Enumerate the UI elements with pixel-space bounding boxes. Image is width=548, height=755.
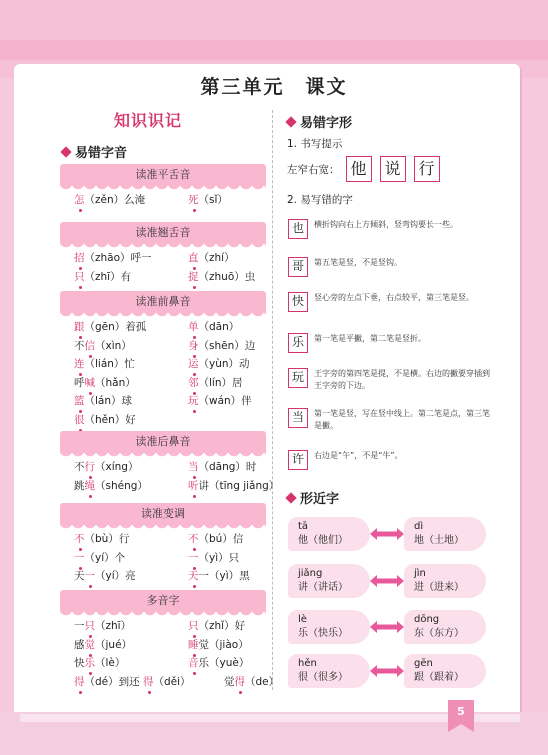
pinyin: jìn [414, 568, 426, 579]
pinyin-cell: 讲（tīng jiǎng） [198, 479, 280, 492]
pinyin-cell: 快 [74, 657, 85, 669]
easy-wrong-item [288, 219, 494, 239]
diamond-icon [285, 116, 296, 127]
pinyin-row [188, 655, 249, 670]
group-band: 读准翘舌音 [60, 222, 266, 244]
pinyin-cell: 篮 [74, 395, 85, 407]
pinyin-row [188, 375, 243, 390]
easy-wrong-char: 乐 [288, 333, 308, 353]
easy-wrong-item [288, 408, 494, 432]
group-band: 读准前鼻音 [60, 291, 266, 313]
pinyin-cell: （zhí） [198, 252, 235, 264]
writing-tip-title: 1. 书写提示 [287, 138, 343, 150]
left-section-title: 知识识记 [114, 108, 182, 131]
pinyin-cell: 行 [84, 461, 95, 473]
pinyin-row [74, 192, 145, 207]
pinyin-row [74, 531, 129, 546]
pinyin-cell: （bù）行 [84, 533, 130, 545]
pinyin-cell: 天 [74, 570, 85, 582]
pinyin-cell: 呼 [74, 376, 85, 389]
pinyin-cell: 怎 [74, 194, 85, 206]
pinyin-cell: （yí）亮 [95, 570, 136, 582]
pinyin-cell: （jué） [95, 638, 133, 651]
pinyin-cell: 一 [74, 620, 85, 632]
pinyin-row [188, 250, 235, 265]
easy-wrong-title: 2. 易写错的字 [287, 194, 353, 206]
right-heading-1 [287, 112, 352, 131]
pinyin-row [188, 269, 255, 284]
pinyin-row [188, 393, 252, 408]
pinyin-row [74, 319, 146, 334]
pinyin-row [188, 478, 279, 493]
pinyin-cell: 孤 [135, 321, 147, 333]
pinyin-cell: 一（yì）黑 [198, 570, 250, 582]
pinyin-cell: （hěn）好 [84, 413, 136, 426]
double-arrow-icon [370, 575, 404, 587]
pinyin-cell: （dān） [198, 321, 240, 333]
pinyin-cell: （dāng）时 [198, 461, 257, 473]
pinyin-cell: （lán）球 [84, 395, 133, 407]
pinyin-cell: 连 [74, 358, 85, 370]
pinyin-cell: 只 [188, 620, 199, 632]
similar-pill [288, 610, 370, 644]
top-band [0, 40, 548, 60]
tip-char: 行 [414, 156, 440, 182]
pinyin-heading-text: 易错字音 [75, 146, 128, 161]
easy-wrong-char: 玩 [288, 368, 308, 388]
word: 他（他们） [298, 535, 348, 546]
pinyin-cell: 运 [188, 358, 199, 370]
pinyin: hěn [298, 658, 317, 669]
pinyin-cell: （shéng） [95, 479, 148, 492]
tip-char: 他 [346, 156, 372, 182]
easy-wrong-text: 第一笔是竖，写在竖中线上。第二笔是点，第三笔是撇。 [314, 409, 490, 430]
similar-pill [288, 517, 370, 551]
pinyin-cell: 不 [188, 533, 199, 545]
pinyin-row [188, 319, 239, 334]
pinyin-cell: 睡 [188, 638, 199, 651]
group-band: 读准后鼻音 [60, 431, 266, 453]
pinyin-cell: 当 [188, 461, 199, 473]
easy-wrong-item [288, 450, 494, 470]
pinyin-cell: （zhuō）虫 [198, 270, 256, 283]
writing-tip [287, 156, 448, 182]
group-band: 多音字 [60, 590, 266, 612]
page-title: 第三单元 课文 [200, 76, 348, 98]
pinyin-cell: 一 [74, 551, 85, 564]
pinyin-cell: （zhī） [95, 620, 132, 632]
pinyin-cell: （zhī）有 [84, 270, 132, 283]
pinyin-cell: （yùn）动 [198, 358, 250, 370]
easy-wrong-char: 也 [288, 219, 308, 239]
pinyin-row [74, 269, 131, 284]
similar-pill [404, 654, 486, 688]
pinyin-cell: （zhāo）呼 [84, 252, 142, 264]
pinyin-cell: （wán）伴 [198, 395, 252, 407]
pinyin-cell: （yí）个 [84, 551, 126, 564]
pinyin-row [74, 412, 136, 427]
pinyin-row [74, 356, 135, 371]
easy-wrong-text: 竖心旁的左点下垂，右点较平，第三笔是竖。 [314, 293, 474, 302]
pinyin-cell: 跳 [74, 479, 85, 492]
pinyin-row [74, 637, 132, 652]
easy-wrong-item [288, 257, 494, 277]
pinyin: dōng [414, 614, 440, 625]
similar-pill [288, 654, 370, 688]
word: 讲（讲话） [298, 582, 348, 593]
pinyin-cell: 只 [84, 620, 95, 632]
pinyin: dì [414, 521, 424, 532]
pinyin-row [188, 531, 243, 546]
pinyin-cell: 只 [74, 270, 85, 283]
similar-pill [288, 564, 370, 598]
pinyin-row [74, 618, 131, 633]
pinyin: tā [298, 521, 309, 532]
writing-tip-label: 左窄右宽： [287, 163, 340, 176]
pinyin-row [188, 459, 256, 474]
easy-wrong-text: 第一笔是平撇，第二笔是竖折。 [314, 334, 426, 343]
pinyin-row [74, 459, 138, 474]
group-band: 读准变调 [60, 503, 266, 525]
easy-wrong-char: 当 [288, 408, 308, 428]
word: 很（很多） [298, 672, 348, 683]
pinyin-cell: 天 [188, 570, 199, 582]
pinyin-row [74, 674, 191, 689]
pinyin-cell: 跟 [74, 321, 85, 333]
pinyin-row [188, 637, 249, 652]
pinyin-row [74, 550, 125, 565]
pinyin-cell: 一 [84, 570, 95, 582]
pinyin-cell: 喊 [84, 376, 95, 389]
pinyin-row [188, 356, 250, 371]
easy-wrong-char: 许 [288, 450, 308, 470]
pinyin-cell: 一 [188, 551, 199, 564]
easy-wrong-char: 哥 [288, 257, 308, 277]
easy-wrong-text: 右边是“午”，不是“牛”。 [314, 451, 403, 460]
pinyin-cell: 一 [141, 252, 152, 264]
easy-wrong-char: 快 [288, 292, 308, 312]
similar-pill [404, 610, 486, 644]
column-divider [272, 110, 273, 690]
page-number: 5 [448, 700, 474, 724]
pinyin-cell: （zěn）么 [84, 194, 135, 206]
double-arrow-icon [370, 621, 404, 633]
pinyin-cell: （lè） [95, 657, 126, 669]
diamond-icon [285, 492, 296, 503]
word: 乐（快乐） [298, 628, 348, 639]
pinyin-cell: 死 [188, 194, 199, 206]
pinyin-heading [62, 142, 127, 161]
pinyin-row [74, 655, 125, 670]
pinyin-cell: 音 [188, 657, 199, 669]
similar-pill [404, 517, 486, 551]
pinyin-cell: 捉 [188, 270, 199, 283]
word: 跟（跟着） [414, 672, 464, 683]
pinyin-cell: 觉 [84, 638, 95, 651]
pinyin: lè [298, 614, 307, 625]
pinyin-row [74, 393, 132, 408]
group-band: 读准平舌音 [60, 164, 266, 186]
pinyin-cell: （xìn） [95, 339, 132, 352]
diamond-icon [60, 146, 71, 157]
pinyin-cell: （gēn）着 [84, 321, 136, 333]
easy-wrong-item [288, 368, 494, 392]
word: 进（进来） [414, 582, 464, 593]
pinyin-cell: 不 [74, 461, 85, 473]
pinyin-cell: 玩 [188, 395, 199, 407]
pinyin-cell: 感 [74, 638, 85, 651]
pinyin-cell: 绳 [84, 479, 95, 492]
pinyin-cell: 很 [74, 413, 85, 426]
pinyin-cell: （děi） [153, 675, 191, 688]
pinyin-cell: 不 [74, 533, 85, 545]
pinyin-cell: （shēn）边 [198, 339, 256, 352]
pinyin-row [74, 375, 136, 390]
pinyin-cell: 觉（jiào） [198, 638, 249, 651]
easy-wrong-item [288, 292, 494, 312]
pinyin-cell: （lián）忙 [84, 358, 135, 370]
pinyin-cell: 招 [74, 252, 85, 264]
pinyin-cell: 单 [188, 321, 199, 333]
pinyin-row [224, 674, 279, 689]
pinyin: jiǎng [298, 568, 323, 579]
pinyin-cell: 不 [74, 339, 85, 352]
pinyin-cell: 还 [129, 675, 140, 688]
pinyin-cell: 得 [74, 675, 85, 688]
pinyin-cell: （yì）只 [198, 551, 240, 564]
pinyin-row [188, 550, 239, 565]
pinyin-row [74, 478, 148, 493]
tip-char: 说 [380, 156, 406, 182]
pinyin-cell: 乐 [84, 657, 95, 669]
easy-wrong-item [288, 333, 494, 353]
pinyin-cell: 信 [84, 339, 95, 352]
easy-wrong-text: 王字旁的第四笔是提，不是横。右边的撇要穿插到王字旁的下边。 [314, 369, 490, 390]
pinyin-row [188, 618, 245, 633]
pinyin-cell: 听 [188, 479, 199, 492]
easy-wrong-text: 横折钩向右上方倾斜，竖弯钩要长一些。 [314, 220, 458, 229]
pinyin: gēn [414, 658, 433, 669]
double-arrow-icon [370, 528, 404, 540]
pinyin-row [74, 568, 136, 583]
pinyin-cell: （hǎn） [95, 376, 136, 389]
right-heading-2-text: 形近字 [300, 492, 340, 507]
right-heading-1-text: 易错字形 [300, 116, 353, 131]
pinyin-cell: 觉 [224, 675, 235, 688]
pinyin-cell: （dé）到 [84, 675, 130, 688]
right-heading-2 [287, 488, 339, 507]
pinyin-cell: （lín）居 [198, 376, 243, 389]
pinyin-cell: 淹 [134, 194, 146, 206]
pinyin-cell: （bú）信 [198, 533, 244, 545]
pinyin-cell: 乐（yuè） [198, 657, 250, 669]
pinyin-cell: 直 [188, 252, 199, 264]
pinyin-cell: （de） [245, 675, 280, 688]
pinyin-cell: （zhǐ）好 [198, 620, 246, 632]
pinyin-row [188, 192, 228, 207]
pinyin-cell: （sǐ） [198, 194, 228, 206]
similar-pill [404, 564, 486, 598]
pinyin-row [188, 338, 255, 353]
book-edge [20, 714, 520, 722]
pinyin-cell: （xíng） [95, 461, 139, 473]
word: 东（东方） [414, 628, 464, 639]
pinyin-row [74, 250, 152, 265]
pinyin-cell: 身 [188, 339, 199, 352]
easy-wrong-text: 第五笔是竖，不是竖钩。 [314, 258, 402, 267]
pinyin-cell: 得 [142, 675, 154, 688]
pinyin-row [188, 568, 250, 583]
word: 地（土地） [414, 535, 464, 546]
double-arrow-icon [370, 665, 404, 677]
pinyin-cell: 得 [234, 675, 245, 688]
pinyin-cell: 邻 [188, 376, 199, 389]
pinyin-row [74, 338, 132, 353]
